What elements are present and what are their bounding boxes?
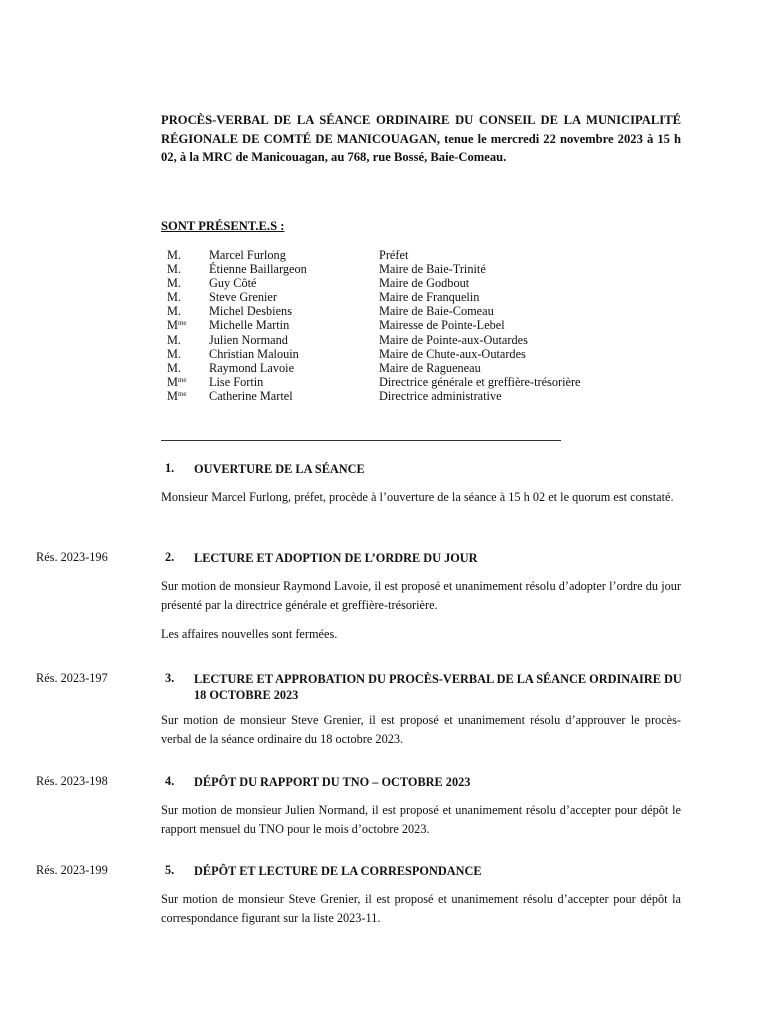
attendee-row (167, 389, 687, 403)
attendee-row (167, 304, 687, 318)
attendee-name: Marcel Furlong (209, 248, 286, 262)
attendee-name: Guy Côté (209, 276, 257, 291)
section-paragraph: Monsieur Marcel Furlong, préfet, procède à l’ouverture de la séance à 15 h 02 et le quorum est constaté. (161, 490, 674, 504)
resolution-number: Rés. 2023-196 (36, 550, 108, 564)
attendee-title: $M^{me}$ (167, 318, 187, 333)
attendee-title: M. (167, 290, 182, 305)
present-heading (161, 219, 284, 234)
attendee-title: M. (167, 360, 182, 375)
attendee-role: Maire de Franquelin (379, 290, 480, 305)
section-heading: LECTURE ET ADOPTION DE L’ORDRE DU JOUR (194, 551, 478, 565)
section-heading: LECTURE ET APPROBATION DU PROCÈS-VERBAL DE LA SÉANCE ORDINAIRE DU 18 OCTOBRE 2023 (194, 672, 682, 702)
attendee-role: Maire de Baie-Trinité (379, 262, 486, 277)
attendee-role: Directrice administrative (379, 388, 502, 403)
section-number: 1. (165, 461, 175, 475)
section-heading: DÉPÔT ET LECTURE DE LA CORRESPONDANCE (194, 864, 482, 878)
resolution-number: Rés. 2023-199 (36, 863, 108, 877)
resolution-number: Rés. 2023-198 (36, 774, 108, 788)
attendee-name: Lise Fortin (209, 374, 264, 389)
attendee-name: Michel Desbiens (209, 304, 292, 319)
resolution-number: Rés. 2023-197 (36, 671, 108, 685)
attendee-name: Raymond Lavoie (209, 360, 295, 375)
section-paragraph: Sur motion de monsieur Steve Grenier, il est proposé et unanimement résolu d’accepter pour dépôt la correspondance figurant sur la liste 2023-11. (161, 892, 681, 925)
attendee-row (167, 361, 687, 375)
attendee-title: M. (167, 304, 182, 319)
attendee-name: Catherine Martel (209, 388, 293, 403)
present-heading-label: SONT PRÉSENT.E.S (161, 219, 278, 233)
section-number: 2. (165, 550, 175, 564)
attendee-title: M. (167, 346, 182, 361)
section-paragraph: Sur motion de monsieur Julien Normand, il est proposé et unanimement résolu d’accepter pour dépôt le rapport mensuel du TNO pour le mois d’octobre 2023. (161, 803, 681, 836)
attendee-title: M. (167, 276, 182, 291)
attendee-row (167, 347, 687, 361)
separator-line (161, 440, 561, 441)
attendee-role: Maire de Pointe-aux-Outardes (379, 332, 528, 347)
attendee-row (167, 276, 687, 290)
attendee-role: Maire de Godbout (379, 276, 470, 291)
attendee-role: Mairesse de Pointe-Lebel (379, 318, 505, 333)
attendee-title: M. (167, 332, 182, 347)
attendee-name: Michelle Martin (209, 318, 290, 333)
attendee-row (167, 375, 687, 389)
attendee-list (167, 248, 687, 403)
attendee-name: Julien Normand (209, 332, 288, 347)
attendee-row (167, 318, 687, 332)
attendee-title: $M^{me}$ (167, 374, 187, 389)
attendee-role: Maire de Chute-aux-Outardes (379, 346, 526, 361)
attendee-title: M. (167, 262, 182, 277)
present-heading-colon: : (277, 219, 285, 233)
section-paragraph: Les affaires nouvelles sont fermées. (161, 627, 338, 641)
attendee-title: $M^{me}$ (167, 388, 187, 403)
attendee-title: M. (167, 248, 182, 262)
section-number: 3. (165, 671, 175, 685)
attendee-row (167, 333, 687, 347)
attendee-role: Préfet (379, 248, 409, 262)
section-heading: OUVERTURE DE LA SÉANCE (194, 462, 365, 476)
section-paragraph: Sur motion de monsieur Steve Grenier, il est proposé et unanimement résolu d’approuver le procès-verbal de la séance ordinaire du 18 octobre 2023. (161, 713, 681, 746)
attendee-row (167, 262, 687, 276)
document-title: PROCÈS-VERBAL DE LA SÉANCE ORDINAIRE DU CONSEIL DE LA MUNICIPALITÉ RÉGIONALE DE COMTÉ DE MANICOUAGAN, tenue le mercredi 22 novembre 2023 à 15 h 02, à la MRC de Manicouagan, au 768, rue Bossé, Baie-Comeau. (161, 113, 681, 165)
section-paragraph: Sur motion de monsieur Raymond Lavoie, il est proposé et unanimement résolu d’adopter l’ordre du jour présenté par la directrice générale et greffière-trésorière. (161, 579, 681, 612)
attendee-name: Étienne Baillargeon (209, 262, 307, 277)
attendee-row (167, 248, 687, 262)
attendee-role: Maire de Ragueneau (379, 360, 481, 375)
attendee-name: Steve Grenier (209, 290, 277, 305)
attendee-name: Christian Malouin (209, 346, 299, 361)
section-number: 5. (165, 863, 175, 877)
attendee-role: Directrice générale et greffière-trésorière (379, 374, 581, 389)
section-number: 4. (165, 774, 175, 788)
attendee-role: Maire de Baie-Comeau (379, 304, 494, 319)
attendee-row (167, 290, 687, 304)
section-heading: DÉPÔT DU RAPPORT DU TNO – OCTOBRE 2023 (194, 775, 471, 789)
